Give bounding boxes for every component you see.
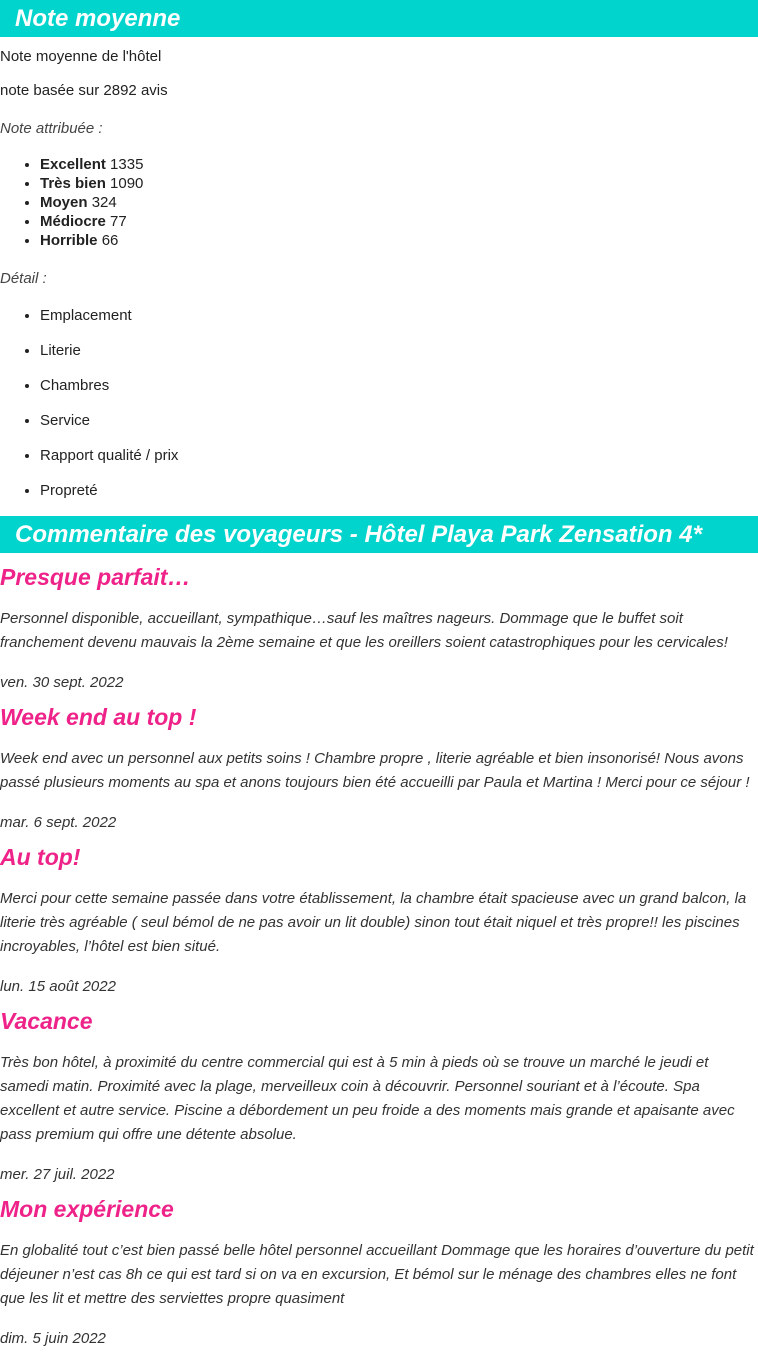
review-title: Presque parfait… (0, 564, 191, 590)
rating-count-item (40, 193, 758, 212)
rating-count-item (40, 174, 758, 193)
review-text: Merci pour cette semaine passée dans votre établissement, la chambre était spacieuse avec un grand balcon, la literie très agréable ( seul bémol de ne pas avoir un lit double) sinon tout était niquel et très propre!! les piscines incroyables, l’hôtel est bien situé. (0, 890, 747, 955)
rating-count-item (40, 231, 758, 250)
review-text: Week end avec un personnel aux petits soins ! Chambre propre , literie agréable et bien insonorisé! Nous avons passé plusieurs moments au spa et anons toujours bien été accueilli par Paula et Martina ! Merci pour ce séjour ! (0, 750, 750, 791)
review-title: Vacance (0, 1008, 93, 1034)
rating-count-label: Excellent (40, 156, 106, 173)
review-count-text: note basée sur 2892 avis (0, 82, 168, 99)
rating-detail-list (0, 306, 758, 500)
attributed-label: Note attribuée : (0, 120, 103, 137)
rating-detail-item: • Chambres (40, 376, 758, 395)
reviews-section (0, 516, 758, 1349)
review-text: Personnel disponible, accueillant, sympathique…sauf les maîtres nageurs. Dommage que le buffet soit franchement devenu mauvais la 2ème semaine et que les oreillers soient catastrophiques pour les cervicales! (0, 610, 728, 651)
review-item (0, 1006, 758, 1185)
rating-counts-list (0, 155, 758, 250)
review-date: lun. 15 août 2022 (0, 978, 116, 995)
rating-detail-item: • Service (40, 411, 758, 430)
review-title: Mon expérience (0, 1196, 174, 1222)
rating-count-label: Médiocre (40, 213, 106, 230)
review-text: Très bon hôtel, à proximité du centre commercial qui est à 5 min à pieds où se trouve un marché le jeudi et samedi matin. Proximité avec la plage, merveilleux coin à découvrir. Personnel souriant et à l’écoute. Spa excellent et autre service. Piscine a débordement un peu froide a des moments mais grande et apaisante avec pass premium qui offre une détente absolue. (0, 1054, 735, 1143)
reviews-list (0, 562, 758, 1349)
review-item (0, 1194, 758, 1349)
review-item (0, 702, 758, 833)
rating-count-label: Horrible (40, 232, 98, 249)
detail-label: Détail : (0, 270, 47, 287)
review-date: mar. 6 sept. 2022 (0, 814, 117, 831)
rating-count-item (40, 155, 758, 174)
rating-count-value: 324 (91, 194, 117, 211)
rating-detail-item: • Emplacement (40, 306, 758, 325)
rating-count-value: 66 (101, 232, 119, 249)
rating-detail-item: • Literie (40, 341, 758, 360)
rating-detail-item: • Propreté (40, 481, 758, 500)
rating-count-label: Très bien (40, 175, 106, 192)
rating-count-value: 1335 (110, 156, 144, 173)
review-date: ven. 30 sept. 2022 (0, 674, 124, 691)
rating-count-item (40, 212, 758, 231)
rating-count-value: 1090 (110, 175, 144, 192)
rating-heading: Note moyenne (0, 0, 758, 37)
review-title: Week end au top ! (0, 704, 197, 730)
rating-detail-item: • Rapport qualité / prix (40, 446, 758, 465)
review-date: mer. 27 juil. 2022 (0, 1166, 115, 1183)
review-text: En globalité tout c’est bien passé belle hôtel personnel accueillant Dommage que les horaires d’ouverture du petit déjeuner n’est cas 8h ce qui est tard si on va en excursion, Et bémol sur le ménage des chambres elles ne font que les lit et mettre des serviettes propre quasiment (0, 1242, 754, 1307)
rating-section (0, 0, 758, 500)
rating-count-value: 77 (110, 213, 127, 230)
review-date: dim. 5 juin 2022 (0, 1330, 106, 1347)
reviews-heading: Commentaire des voyageurs - Hôtel Playa Park Zensation 4* (0, 516, 758, 553)
rating-count-label: Moyen (40, 194, 88, 211)
review-item (0, 842, 758, 997)
review-title: Au top! (0, 844, 81, 870)
review-item (0, 562, 758, 693)
hotel-average-label: Note moyenne de l'hôtel (0, 48, 162, 65)
